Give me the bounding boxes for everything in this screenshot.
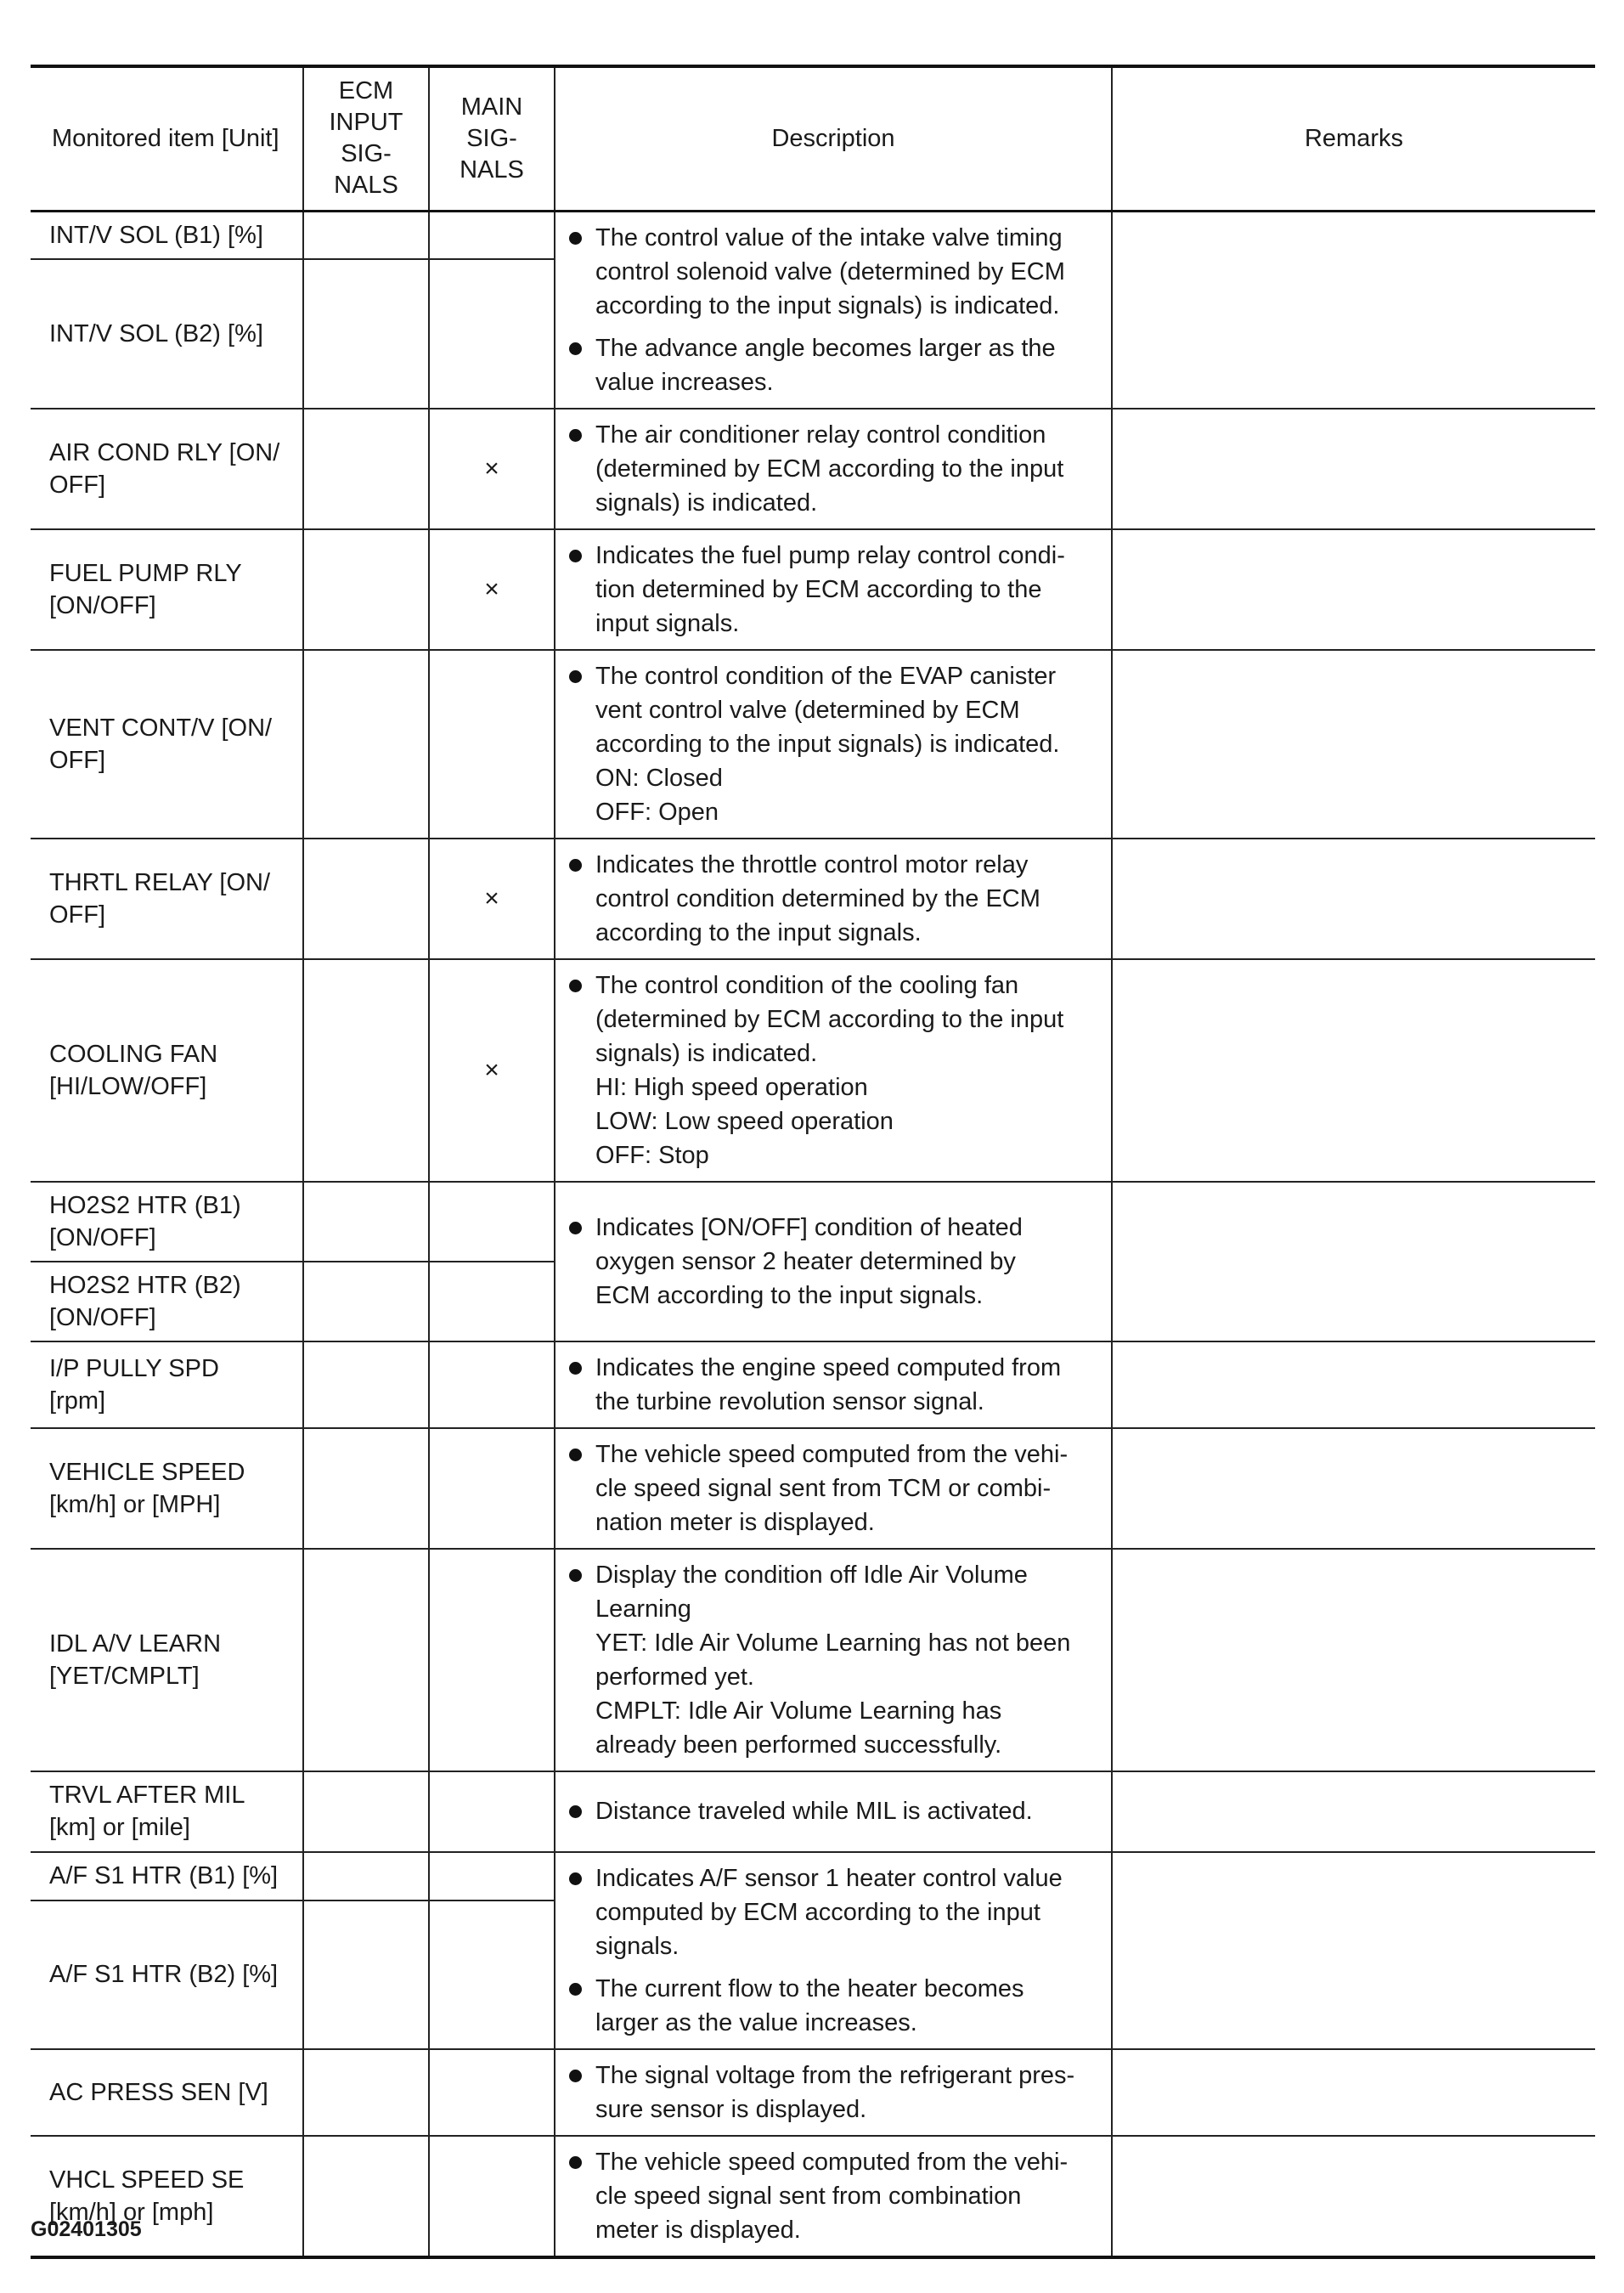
monitored-item-label: THRTL RELAY [ON/ OFF] xyxy=(49,868,270,929)
bullet-icon xyxy=(569,670,582,683)
table-row xyxy=(31,839,1595,959)
remarks-cell xyxy=(1112,1549,1595,1771)
table-row xyxy=(31,1182,1595,1262)
description-bullet xyxy=(569,1794,1102,1828)
monitored-item xyxy=(31,211,303,259)
ecm-input-signal-cell xyxy=(303,1182,429,1262)
header-main-label: MAIN SIG- NALS xyxy=(460,93,524,184)
description-cell xyxy=(555,529,1112,650)
main-signal-cell xyxy=(429,1900,555,2049)
monitored-item-label: I/P PULLY SPD [rpm] xyxy=(49,1354,219,1415)
table-row xyxy=(31,1428,1595,1549)
description-cell xyxy=(555,211,1112,409)
monitored-item-label: INT/V SOL (B1) [%] xyxy=(49,221,263,249)
main-signal-cell xyxy=(429,1428,555,1549)
remarks-cell xyxy=(1112,1341,1595,1428)
description-text: The signal voltage from the refrigerant pres- sure sensor is displayed. xyxy=(595,2061,1075,2123)
description-bullet xyxy=(569,1558,1102,1762)
remarks-cell xyxy=(1112,1428,1595,1549)
bullet-icon xyxy=(569,1805,582,1818)
ecm-input-signal-cell xyxy=(303,959,429,1182)
monitored-item xyxy=(31,1262,303,1341)
monitored-item xyxy=(31,1771,303,1852)
monitored-item-label: COOLING FAN [HI/LOW/OFF] xyxy=(49,1040,218,1100)
remarks-cell xyxy=(1112,211,1595,409)
description-text: Distance traveled while MIL is activated. xyxy=(595,1798,1033,1825)
remarks-cell xyxy=(1112,409,1595,529)
description-text: Indicates the throttle control motor relay control condition determined by the ECM according to the input signals. xyxy=(595,850,1040,946)
bullet-icon xyxy=(569,342,582,355)
bullet-icon xyxy=(569,2070,582,2082)
table-row xyxy=(31,211,1595,259)
description-cell xyxy=(555,409,1112,529)
table-row xyxy=(31,1549,1595,1771)
main-signal-cell xyxy=(429,1852,555,1900)
table-row xyxy=(31,2136,1595,2257)
bullet-icon xyxy=(569,1872,582,1885)
monitored-item xyxy=(31,839,303,959)
ecm-input-signal-cell xyxy=(303,1549,429,1771)
bullet-icon xyxy=(569,1983,582,1996)
monitored-item-label: VENT CONT/V [ON/ OFF] xyxy=(49,714,273,774)
description-text: Indicates the engine speed computed from the turbine revolution sensor signal. xyxy=(595,1353,1062,1415)
main-signal-cell xyxy=(429,1341,555,1428)
table-row xyxy=(31,959,1595,1182)
remarks-cell xyxy=(1112,2049,1595,2136)
bullet-icon xyxy=(569,232,582,245)
monitored-item xyxy=(31,1182,303,1262)
description-bullet xyxy=(569,418,1102,520)
main-signal-cell xyxy=(429,1771,555,1852)
monitored-item-label: VHCL SPEED SE [km/h] or [mph] xyxy=(49,2166,245,2226)
description-bullet xyxy=(569,1211,1102,1313)
bullet-icon xyxy=(569,1449,582,1461)
main-signal-cell xyxy=(429,211,555,259)
monitored-item xyxy=(31,650,303,839)
remarks-cell xyxy=(1112,1852,1595,2049)
description-cell xyxy=(555,1341,1112,1428)
main-signal-cell: × xyxy=(429,409,555,529)
header-row xyxy=(31,66,1595,211)
monitored-item-label: INT/V SOL (B2) [%] xyxy=(49,319,263,347)
description-bullet xyxy=(569,1861,1102,1963)
figure-code: G02401305 xyxy=(31,2217,142,2241)
description-text: The advance angle becomes larger as the value increases. xyxy=(595,334,1056,396)
description-bullet xyxy=(569,221,1102,323)
remarks-cell xyxy=(1112,529,1595,650)
remarks-cell xyxy=(1112,959,1595,1182)
description-bullet xyxy=(569,1351,1102,1419)
main-signal-cell: × xyxy=(429,959,555,1182)
main-signal-cell: × xyxy=(429,839,555,959)
ecm-input-signal-cell xyxy=(303,1262,429,1341)
ecm-input-signal-cell xyxy=(303,259,429,409)
description-cell xyxy=(555,1771,1112,1852)
ecm-input-signal-cell xyxy=(303,1771,429,1852)
table-row xyxy=(31,1341,1595,1428)
monitored-item-label: IDL A/V LEARN [YET/CMPLT] xyxy=(49,1629,222,1690)
ecm-input-signal-cell xyxy=(303,2049,429,2136)
description-text: The control value of the intake valve timing control solenoid valve (determined by ECM according to the input signals) is indicated. xyxy=(595,223,1065,319)
description-cell xyxy=(555,959,1112,1182)
description-text: The current flow to the heater becomes larger as the value increases. xyxy=(595,1974,1024,2036)
ecm-input-signal-cell xyxy=(303,839,429,959)
header-ecm-label: ECM INPUT SIG- NALS xyxy=(329,77,403,200)
monitored-item-label: HO2S2 HTR (B2) [ON/OFF] xyxy=(49,1271,241,1331)
description-cell xyxy=(555,839,1112,959)
description-bullet xyxy=(569,1437,1102,1539)
main-signal-cell xyxy=(429,259,555,409)
ecm-input-signal-cell xyxy=(303,1341,429,1428)
description-bullet xyxy=(569,2059,1102,2126)
monitored-item-label: HO2S2 HTR (B1) [ON/OFF] xyxy=(49,1191,241,1251)
monitored-item xyxy=(31,1852,303,1900)
table-row xyxy=(31,409,1595,529)
monitored-item xyxy=(31,2049,303,2136)
bullet-icon xyxy=(569,550,582,562)
description-bullet xyxy=(569,969,1102,1172)
ecm-input-signal-cell xyxy=(303,211,429,259)
ecm-input-signal-cell xyxy=(303,1428,429,1549)
description-text: Display the condition off Idle Air Volume Learning YET: Idle Air Volume Learning has not been performed yet. CMPLT: Idle Air Volume Learning has already been performed successfully. xyxy=(595,1561,1071,1759)
monitored-item-label: TRVL AFTER MIL [km] or [mile] xyxy=(49,1782,245,1841)
remarks-cell xyxy=(1112,1771,1595,1852)
header-monitored-item: Monitored item [Unit] xyxy=(31,66,303,211)
description-cell xyxy=(555,2136,1112,2257)
description-bullet xyxy=(569,2145,1102,2247)
bullet-icon xyxy=(569,859,582,872)
ecm-input-signal-cell xyxy=(303,409,429,529)
description-cell xyxy=(555,2049,1112,2136)
main-signal-cell xyxy=(429,1182,555,1262)
description-text: Indicates the fuel pump relay control condi- tion determined by ECM according to the input signals. xyxy=(595,541,1065,637)
bullet-icon xyxy=(569,1569,582,1582)
remarks-cell xyxy=(1112,839,1595,959)
description-text: The control condition of the cooling fan (determined by ECM according to the input signals) is indicated. HI: High speed operation LOW: Low speed operation OFF: Stop xyxy=(595,971,1064,1169)
remarks-cell xyxy=(1112,1182,1595,1341)
header-main-signals xyxy=(429,66,555,211)
bullet-icon xyxy=(569,1362,582,1375)
table-row xyxy=(31,1771,1595,1852)
monitored-item-label: A/F S1 HTR (B2) [%] xyxy=(49,1961,279,1989)
description-cell xyxy=(555,1549,1112,1771)
description-cell xyxy=(555,1428,1112,1549)
ecm-input-signal-cell xyxy=(303,1852,429,1900)
description-cell xyxy=(555,1852,1112,2049)
table-row xyxy=(31,650,1595,839)
bullet-icon xyxy=(569,1222,582,1234)
monitored-item xyxy=(31,959,303,1182)
main-signal-cell: × xyxy=(429,529,555,650)
monitored-item xyxy=(31,1341,303,1428)
monitored-item xyxy=(31,1900,303,2049)
monitored-item xyxy=(31,1428,303,1549)
description-text: The vehicle speed computed from the vehi- cle speed signal sent from TCM or combi- nation meter is displayed. xyxy=(595,1440,1069,1536)
description-text: The control condition of the EVAP canister vent control valve (determined by ECM according to the input signals) is indicated. ON: Closed OFF: Open xyxy=(595,662,1060,826)
description-cell xyxy=(555,1182,1112,1341)
description-bullet xyxy=(569,539,1102,641)
remarks-cell xyxy=(1112,2136,1595,2257)
monitored-item xyxy=(31,409,303,529)
monitored-item-label: VEHICLE SPEED [km/h] or [MPH] xyxy=(49,1458,245,1518)
remarks-cell xyxy=(1112,650,1595,839)
monitored-item-label: AC PRESS SEN [V] xyxy=(49,2078,268,2106)
table-row xyxy=(31,1852,1595,1900)
ecm-input-signal-cell xyxy=(303,529,429,650)
description-text: The air conditioner relay control condition (determined by ECM according to the input signals) is indicated. xyxy=(595,421,1064,517)
main-signal-cell xyxy=(429,2049,555,2136)
header-remarks: Remarks xyxy=(1112,66,1595,211)
main-signal-cell xyxy=(429,2136,555,2257)
monitored-items-table xyxy=(31,65,1595,2259)
main-signal-cell xyxy=(429,1262,555,1341)
bullet-icon xyxy=(569,2156,582,2169)
table-row xyxy=(31,529,1595,650)
bullet-icon xyxy=(569,429,582,442)
description-text: Indicates A/F sensor 1 heater control value computed by ECM according to the input signals. xyxy=(595,1864,1063,1960)
table-row xyxy=(31,2049,1595,2136)
description-cell xyxy=(555,650,1112,839)
description-bullet xyxy=(569,848,1102,950)
ecm-input-signal-cell xyxy=(303,650,429,839)
monitored-item xyxy=(31,529,303,650)
main-signal-cell xyxy=(429,1549,555,1771)
description-text: Indicates [ON/OFF] condition of heated oxygen sensor 2 heater determined by ECM according to the input signals. xyxy=(595,1213,1023,1309)
description-bullet xyxy=(569,1972,1102,2040)
monitored-item-label: AIR COND RLY [ON/ OFF] xyxy=(49,438,280,499)
bullet-icon xyxy=(569,980,582,992)
monitored-item xyxy=(31,1549,303,1771)
monitored-item-label: A/F S1 HTR (B1) [%] xyxy=(49,1862,279,1890)
description-text: The vehicle speed computed from the vehi- cle speed signal sent from combination meter is displayed. xyxy=(595,2148,1069,2244)
monitored-item xyxy=(31,259,303,409)
ecm-input-signal-cell xyxy=(303,1900,429,2049)
description-bullet xyxy=(569,331,1102,399)
monitored-item-label: FUEL PUMP RLY [ON/OFF] xyxy=(49,559,242,619)
description-bullet xyxy=(569,659,1102,829)
ecm-input-signal-cell xyxy=(303,2136,429,2257)
header-ecm-input-signals xyxy=(303,66,429,211)
header-description: Description xyxy=(555,66,1112,211)
main-signal-cell xyxy=(429,650,555,839)
